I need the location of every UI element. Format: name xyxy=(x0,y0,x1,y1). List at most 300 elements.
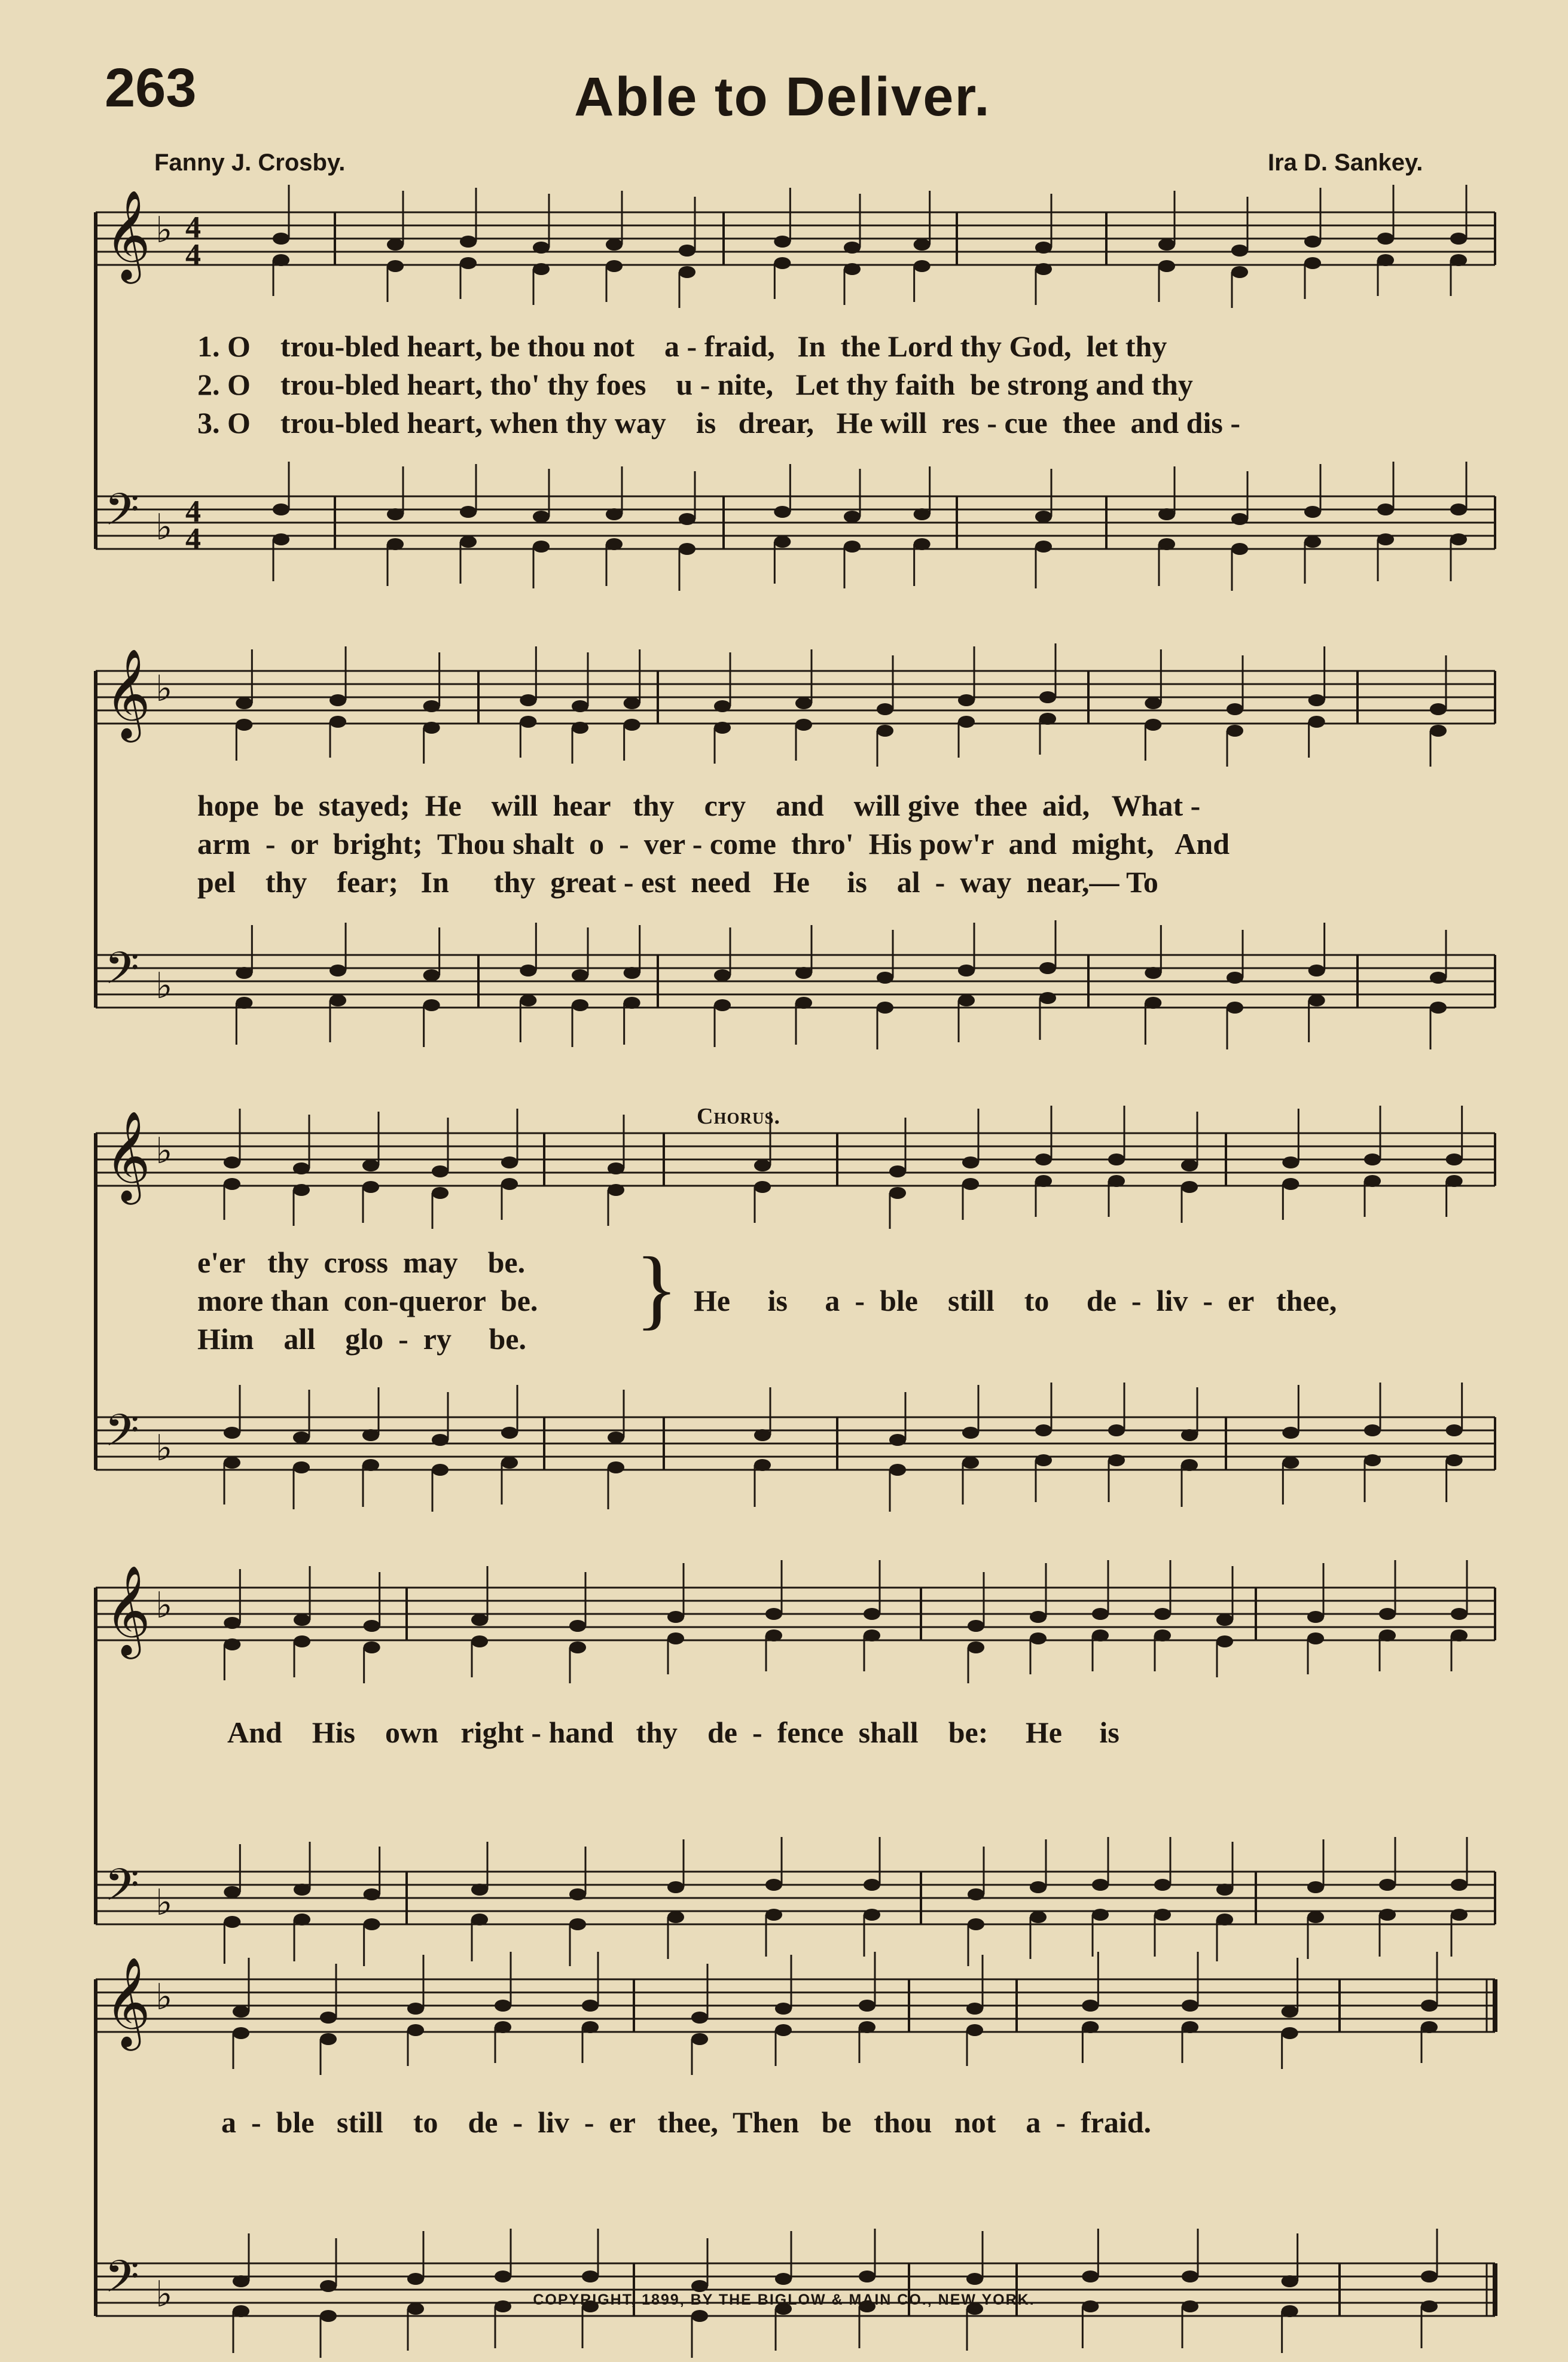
notehead xyxy=(679,543,695,555)
notehead xyxy=(273,533,289,545)
notehead xyxy=(844,263,861,275)
notehead xyxy=(501,1457,518,1469)
notehead xyxy=(714,999,731,1011)
notehead xyxy=(1282,2006,1298,2018)
notehead xyxy=(774,506,791,518)
notehead xyxy=(1092,1608,1109,1620)
notehead xyxy=(1282,2027,1298,2039)
notehead xyxy=(606,538,623,550)
verse-1-line-1: 1. O trou-bled heart, be thou not a - fraid, In the Lord thy God, let thy xyxy=(197,329,1167,363)
notehead xyxy=(224,1886,240,1898)
notehead xyxy=(968,1918,984,1930)
notehead xyxy=(236,967,252,979)
notehead xyxy=(236,997,252,1009)
notehead xyxy=(714,722,731,734)
notehead xyxy=(691,2310,708,2322)
notehead xyxy=(533,242,550,254)
notehead xyxy=(1430,972,1447,984)
notehead xyxy=(533,511,550,523)
notehead xyxy=(501,1156,518,1168)
notehead xyxy=(1307,1911,1324,1923)
notehead xyxy=(1182,2271,1198,2282)
notehead xyxy=(962,1178,979,1190)
notehead xyxy=(236,697,252,709)
notehead xyxy=(1030,1632,1047,1644)
notehead xyxy=(679,513,695,525)
notehead xyxy=(1227,1002,1243,1014)
notehead xyxy=(624,719,640,731)
notehead xyxy=(407,2273,424,2285)
notehead xyxy=(1379,1909,1396,1921)
notehead xyxy=(1377,533,1394,545)
notehead xyxy=(1364,1175,1381,1187)
notehead xyxy=(624,997,640,1009)
notehead xyxy=(330,965,346,976)
notehead xyxy=(572,969,588,981)
notehead xyxy=(958,694,975,706)
notehead xyxy=(233,2275,249,2287)
notehead xyxy=(364,1620,380,1632)
notehead xyxy=(754,1429,771,1441)
notehead xyxy=(520,965,536,976)
notehead xyxy=(624,967,640,979)
composer-credit: Ira D. Sankey. xyxy=(1268,149,1423,176)
notehead xyxy=(889,1165,906,1177)
notehead xyxy=(432,1187,449,1199)
notehead xyxy=(1307,1632,1324,1644)
notehead xyxy=(1181,1429,1198,1441)
author-credit: Fanny J. Crosby. xyxy=(154,149,346,176)
notehead xyxy=(1092,1879,1109,1891)
notehead xyxy=(968,1888,984,1900)
notehead xyxy=(1030,1611,1047,1623)
notehead xyxy=(387,260,404,272)
notehead xyxy=(966,2003,983,2015)
notehead xyxy=(958,716,975,728)
notehead xyxy=(1035,1424,1052,1436)
notehead xyxy=(1451,1629,1468,1641)
notehead xyxy=(1446,1454,1463,1466)
notehead xyxy=(1158,239,1175,251)
notehead xyxy=(608,1432,624,1444)
notehead xyxy=(667,1632,684,1644)
notehead xyxy=(914,538,931,550)
notehead xyxy=(1145,997,1161,1009)
notehead xyxy=(1308,716,1325,728)
notehead xyxy=(320,2280,337,2292)
notehead xyxy=(1364,1424,1381,1436)
notehead xyxy=(914,239,931,251)
notehead xyxy=(1035,1454,1052,1466)
flat-icon: ♭ xyxy=(155,209,173,251)
notehead xyxy=(224,1178,240,1190)
notehead xyxy=(294,1614,310,1626)
notehead xyxy=(1082,2000,1099,2012)
notehead xyxy=(569,1918,586,1930)
verse-3-line-2: pel thy fear; In thy great - est need He is al - way near,— To xyxy=(197,865,1158,899)
flat-icon: ♭ xyxy=(155,1427,173,1469)
hymn-number: 263 xyxy=(105,57,197,118)
verse-brace: } xyxy=(635,1239,678,1338)
notehead xyxy=(520,994,536,1006)
notehead xyxy=(1108,1175,1125,1187)
notehead xyxy=(1451,1909,1468,1921)
chorus-line-2: And His own right - hand thy de - fence shall be: He is xyxy=(227,1716,1119,1749)
notehead xyxy=(572,999,588,1011)
bass-clef-icon: 𝄢 xyxy=(105,942,139,1005)
bass-clef-icon: 𝄢 xyxy=(105,2251,139,2314)
notehead xyxy=(1216,1914,1233,1925)
notehead xyxy=(407,2024,424,2036)
notehead xyxy=(1035,1175,1052,1187)
notehead xyxy=(233,2027,249,2039)
time-signature-bottom: 4 xyxy=(185,238,201,272)
notehead xyxy=(1227,725,1243,737)
notehead xyxy=(1035,511,1052,523)
notehead xyxy=(1446,1424,1463,1436)
notehead xyxy=(1154,1608,1171,1620)
notehead xyxy=(364,1888,380,1900)
notehead xyxy=(1421,2271,1438,2282)
verse-2-line-3: more than con-queror be. xyxy=(197,1284,538,1317)
notehead xyxy=(1082,2271,1099,2282)
notehead xyxy=(1092,1909,1109,1921)
notehead xyxy=(364,1641,380,1653)
notehead xyxy=(533,263,550,275)
notehead xyxy=(1308,994,1325,1006)
notehead xyxy=(233,2006,249,2018)
flat-icon: ♭ xyxy=(155,1882,173,1924)
notehead xyxy=(224,1427,240,1439)
flat-icon: ♭ xyxy=(155,1976,173,2018)
notehead xyxy=(962,1156,979,1168)
flat-icon: ♭ xyxy=(155,506,173,548)
notehead xyxy=(330,994,346,1006)
notehead xyxy=(582,2271,599,2282)
treble-clef-icon: 𝄞 xyxy=(105,189,151,280)
notehead xyxy=(608,1461,624,1473)
notehead xyxy=(520,694,536,706)
time-signature-top: 4 xyxy=(185,210,201,245)
notehead xyxy=(1082,2021,1099,2033)
notehead xyxy=(795,967,812,979)
notehead xyxy=(667,1881,684,1893)
notehead xyxy=(864,1608,880,1620)
treble-clef-icon: 𝄞 xyxy=(105,1564,151,1655)
notehead xyxy=(859,2271,875,2282)
notehead xyxy=(1450,503,1467,515)
notehead xyxy=(1145,697,1161,709)
verse-3-line-3: Him all glo - ry be. xyxy=(197,1322,526,1356)
notehead xyxy=(1307,1611,1324,1623)
notehead xyxy=(774,236,791,248)
notehead xyxy=(423,700,440,712)
bass-clef-icon: 𝄢 xyxy=(105,1405,139,1467)
notehead xyxy=(1030,1911,1047,1923)
notehead xyxy=(569,1620,586,1632)
notehead xyxy=(520,716,536,728)
notehead xyxy=(1039,713,1056,725)
notehead xyxy=(877,703,893,715)
notehead xyxy=(293,1184,310,1196)
notehead xyxy=(608,1162,624,1174)
notehead xyxy=(774,536,791,548)
notehead xyxy=(889,1464,906,1476)
notehead xyxy=(1421,2000,1438,2012)
notehead xyxy=(236,719,252,731)
notehead xyxy=(432,1434,449,1446)
notehead xyxy=(1231,513,1248,525)
verse-2-line-1: 2. O trou-bled heart, tho' thy foes u - nite, Let thy faith be strong and thy xyxy=(197,368,1193,401)
notehead xyxy=(1216,1884,1233,1896)
notehead xyxy=(273,233,289,245)
notehead xyxy=(864,1879,880,1891)
notehead xyxy=(754,1459,771,1471)
notehead xyxy=(859,2000,875,2012)
notehead xyxy=(765,1879,782,1891)
notehead xyxy=(1421,2021,1438,2033)
notehead xyxy=(914,260,931,272)
notehead xyxy=(362,1181,379,1193)
notehead xyxy=(679,266,695,278)
notehead xyxy=(294,1914,310,1925)
notehead xyxy=(1181,1181,1198,1193)
notehead xyxy=(795,997,812,1009)
notehead xyxy=(330,694,346,706)
notehead xyxy=(533,541,550,553)
notehead xyxy=(1304,257,1321,269)
notehead xyxy=(1377,503,1394,515)
notehead xyxy=(864,1909,880,1921)
notehead xyxy=(624,697,640,709)
notehead xyxy=(608,1184,624,1196)
notehead xyxy=(1158,538,1175,550)
chorus-line-3: a - ble still to de - liv - er thee, Then be thou not a - fraid. xyxy=(221,2105,1152,2139)
notehead xyxy=(1308,965,1325,976)
notehead xyxy=(1092,1629,1109,1641)
notehead xyxy=(1364,1153,1381,1165)
notehead xyxy=(691,2012,708,2024)
flat-icon: ♭ xyxy=(155,965,173,1007)
notehead xyxy=(1430,725,1447,737)
notehead xyxy=(1231,266,1248,278)
notehead xyxy=(1451,1879,1468,1891)
notehead xyxy=(714,969,731,981)
notehead xyxy=(1039,992,1056,1004)
notehead xyxy=(423,999,440,1011)
treble-clef-icon: 𝄞 xyxy=(105,1110,151,1201)
notehead xyxy=(387,508,404,520)
notehead xyxy=(1304,506,1321,518)
notehead xyxy=(1154,1879,1171,1891)
notehead xyxy=(1035,541,1052,553)
notehead xyxy=(1379,1629,1396,1641)
notehead xyxy=(606,239,623,251)
notehead xyxy=(273,254,289,266)
notehead xyxy=(1154,1909,1171,1921)
notehead xyxy=(572,700,588,712)
notehead xyxy=(569,1888,586,1900)
notehead xyxy=(1227,703,1243,715)
hymn-title: Able to Deliver. xyxy=(574,66,991,127)
notehead xyxy=(795,697,812,709)
notehead xyxy=(1450,533,1467,545)
notehead xyxy=(754,1181,771,1193)
notehead xyxy=(966,2024,983,2036)
notehead xyxy=(1182,2021,1198,2033)
notehead xyxy=(224,1156,240,1168)
system-4 xyxy=(96,1560,1495,1966)
flat-icon: ♭ xyxy=(155,2273,173,2315)
notehead xyxy=(471,1635,488,1647)
notehead xyxy=(1039,962,1056,974)
notehead xyxy=(569,1641,586,1653)
notehead xyxy=(224,1638,240,1650)
notehead xyxy=(1364,1454,1381,1466)
notehead xyxy=(1181,1159,1198,1171)
verse-1-line-3: e'er thy cross may be. xyxy=(197,1246,526,1279)
notehead xyxy=(362,1159,379,1171)
notehead xyxy=(859,2021,875,2033)
verse-2-line-2: arm - or bright; Thou shalt o - ver - come thro' His pow'r and might, And xyxy=(197,827,1230,860)
notehead xyxy=(1282,1457,1299,1469)
notehead xyxy=(679,245,695,257)
notehead xyxy=(714,700,731,712)
notehead xyxy=(795,719,812,731)
notehead xyxy=(460,236,477,248)
notehead xyxy=(471,1884,488,1896)
notehead xyxy=(774,257,791,269)
notehead xyxy=(432,1165,449,1177)
notehead xyxy=(1282,1427,1299,1439)
notehead xyxy=(293,1162,310,1174)
notehead xyxy=(320,2033,337,2045)
notehead xyxy=(1145,967,1161,979)
notehead xyxy=(966,2273,983,2285)
notehead xyxy=(1108,1424,1125,1436)
notehead xyxy=(1379,1608,1396,1620)
notehead xyxy=(844,242,861,254)
notehead xyxy=(1450,254,1467,266)
bass-clef-icon: 𝄢 xyxy=(105,484,139,547)
notehead xyxy=(1035,263,1052,275)
notehead xyxy=(460,257,477,269)
notehead xyxy=(1451,1608,1468,1620)
notehead xyxy=(423,969,440,981)
notehead xyxy=(877,725,893,737)
notehead xyxy=(1450,233,1467,245)
notehead xyxy=(224,1457,240,1469)
notehead xyxy=(1377,233,1394,245)
notehead xyxy=(1430,703,1447,715)
notehead xyxy=(1282,1178,1299,1190)
notehead xyxy=(914,508,931,520)
notehead xyxy=(667,1611,684,1623)
notehead xyxy=(294,1884,310,1896)
notehead xyxy=(1216,1635,1233,1647)
notehead xyxy=(495,2000,511,2012)
notehead xyxy=(330,716,346,728)
notehead xyxy=(320,2012,337,2024)
notehead xyxy=(606,260,623,272)
notehead xyxy=(1446,1153,1463,1165)
flat-icon: ♭ xyxy=(155,1585,173,1626)
notehead xyxy=(1231,245,1248,257)
notehead xyxy=(320,2310,337,2322)
notehead xyxy=(1282,2275,1298,2287)
notehead xyxy=(1227,972,1243,984)
notehead xyxy=(968,1620,984,1632)
notehead xyxy=(572,722,588,734)
notehead xyxy=(1304,236,1321,248)
notehead xyxy=(224,1916,240,1928)
notehead xyxy=(775,2273,792,2285)
notehead xyxy=(1307,1881,1324,1893)
notehead xyxy=(501,1427,518,1439)
notehead xyxy=(362,1429,379,1441)
notehead xyxy=(1030,1881,1047,1893)
notehead xyxy=(1145,719,1161,731)
notehead xyxy=(1158,508,1175,520)
notehead xyxy=(765,1629,782,1641)
flat-icon: ♭ xyxy=(155,1130,173,1172)
notehead xyxy=(606,508,623,520)
notehead xyxy=(1108,1153,1125,1165)
notehead xyxy=(889,1434,906,1446)
verse-3-line-1: 3. O trou-bled heart, when thy way is drear, He will res - cue thee and dis - xyxy=(197,406,1240,440)
notehead xyxy=(495,2271,511,2282)
notehead xyxy=(844,541,861,553)
chorus-label: Chorus. xyxy=(697,1104,780,1129)
notehead xyxy=(1039,691,1056,703)
notehead xyxy=(471,1914,488,1925)
notehead xyxy=(864,1629,880,1641)
copyright-notice: COPYRIGHT, 1899, BY THE BIGLOW & MAIN CO., NEW YORK. xyxy=(533,2291,1035,2308)
notehead xyxy=(1308,694,1325,706)
time-signature-top: 4 xyxy=(185,495,201,529)
notehead xyxy=(294,1635,310,1647)
notehead xyxy=(495,2021,511,2033)
notehead xyxy=(765,1608,782,1620)
notehead xyxy=(958,994,975,1006)
notehead xyxy=(962,1427,979,1439)
notehead xyxy=(877,972,893,984)
notehead xyxy=(1377,254,1394,266)
notehead xyxy=(582,2000,599,2012)
notehead xyxy=(1035,242,1052,254)
notehead xyxy=(962,1457,979,1469)
notehead xyxy=(775,2003,792,2015)
notehead xyxy=(387,538,404,550)
notehead xyxy=(1182,2000,1198,2012)
notehead xyxy=(765,1909,782,1921)
notehead xyxy=(432,1464,449,1476)
notehead xyxy=(293,1461,310,1473)
notehead xyxy=(460,536,477,548)
notehead xyxy=(1216,1614,1233,1626)
notehead xyxy=(501,1178,518,1190)
notehead xyxy=(667,1911,684,1923)
treble-clef-icon: 𝄞 xyxy=(105,648,151,738)
notehead xyxy=(754,1159,771,1171)
notehead xyxy=(889,1187,906,1199)
notehead xyxy=(877,1002,893,1014)
time-signature-bottom: 4 xyxy=(185,522,201,556)
notehead xyxy=(423,722,440,734)
notehead xyxy=(1108,1454,1125,1466)
notehead xyxy=(1158,260,1175,272)
notehead xyxy=(1282,1156,1299,1168)
